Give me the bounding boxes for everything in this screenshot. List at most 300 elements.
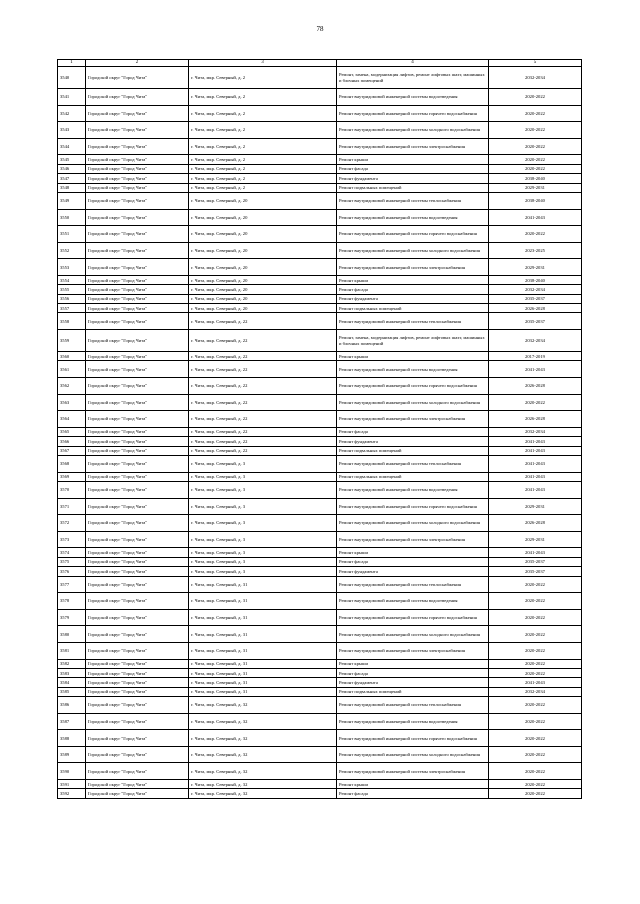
- work-type-cell: Ремонт фундамента: [337, 437, 489, 446]
- municipality-cell: Городской округ "Город Чита": [86, 352, 189, 361]
- municipality-cell: Городской округ "Город Чита": [86, 378, 189, 395]
- row-number-cell: 3558: [58, 313, 86, 330]
- table-row: [58, 446, 582, 455]
- table-row: [58, 678, 582, 687]
- table-row: [58, 183, 582, 192]
- row-number-cell: 3547: [58, 174, 86, 183]
- row-number-cell: 3541: [58, 89, 86, 106]
- table-row: [58, 626, 582, 643]
- table-row: [58, 242, 582, 259]
- row-number-cell: 3572: [58, 515, 86, 532]
- row-number-cell: 3553: [58, 259, 86, 276]
- period-cell: 2032-2034: [489, 687, 582, 696]
- row-number-cell: 3561: [58, 361, 86, 378]
- address-cell: г. Чита, мкр. Северный, д. 32: [189, 789, 337, 798]
- period-cell: 2026-2028: [489, 304, 582, 313]
- municipality-cell: Городской округ "Город Чита": [86, 456, 189, 473]
- work-type-cell: Ремонт внутридомовой инженерной системы теплоснабжения: [337, 697, 489, 714]
- table-row: [58, 780, 582, 789]
- period-cell: 2032-2034: [489, 285, 582, 294]
- row-number-cell: 3578: [58, 593, 86, 610]
- period-cell: 2041-2043: [489, 481, 582, 498]
- work-type-cell: Ремонт подвальных помещений: [337, 304, 489, 313]
- table-row: [58, 593, 582, 610]
- period-cell: 2020-2022: [489, 155, 582, 164]
- period-cell: 2035-2037: [489, 567, 582, 576]
- row-number-cell: 3540: [58, 67, 86, 89]
- work-type-cell: Ремонт крыши: [337, 155, 489, 164]
- municipality-cell: Городской округ "Город Чита": [86, 192, 189, 209]
- address-cell: г. Чита, мкр. Северный, д. 22: [189, 361, 337, 378]
- municipality-cell: Городской округ "Город Чита": [86, 437, 189, 446]
- address-cell: г. Чита, мкр. Северный, д. 2: [189, 138, 337, 155]
- work-type-cell: Ремонт, замена, модернизация лифтов, ремонт лифтовых шахт, машинных и блочных помещений: [337, 330, 489, 352]
- row-number-cell: 3565: [58, 427, 86, 436]
- table-row: [58, 304, 582, 313]
- period-cell: 2020-2022: [489, 593, 582, 610]
- work-type-cell: Ремонт крыши: [337, 659, 489, 668]
- work-type-cell: Ремонт фасада: [337, 789, 489, 798]
- municipality-cell: Городской округ "Город Чита": [86, 576, 189, 593]
- municipality-cell: Городской округ "Город Чита": [86, 481, 189, 498]
- column-header: 1: [58, 60, 86, 67]
- municipality-cell: Городской округ "Город Чита": [86, 593, 189, 610]
- municipality-cell: Городской округ "Город Чита": [86, 285, 189, 294]
- work-type-cell: Ремонт внутридомовой инженерной системы электроснабжения: [337, 642, 489, 659]
- table-row: [58, 378, 582, 395]
- work-type-cell: Ремонт внутридомовой инженерной системы электроснабжения: [337, 259, 489, 276]
- table-row: [58, 174, 582, 183]
- address-cell: г. Чита, мкр. Северный, д. 31: [189, 609, 337, 626]
- municipality-cell: Городской округ "Город Чита": [86, 626, 189, 643]
- row-number-cell: 3588: [58, 730, 86, 747]
- address-cell: г. Чита, мкр. Северный, д. 22: [189, 352, 337, 361]
- table-row: [58, 411, 582, 428]
- table-row: [58, 548, 582, 557]
- work-type-cell: Ремонт крыши: [337, 780, 489, 789]
- row-number-cell: 3576: [58, 567, 86, 576]
- row-number-cell: 3556: [58, 294, 86, 303]
- table-row: [58, 164, 582, 173]
- row-number-cell: 3589: [58, 746, 86, 763]
- municipality-cell: Городской округ "Город Чита": [86, 531, 189, 548]
- table-row: [58, 642, 582, 659]
- work-type-cell: Ремонт внутридомовой инженерной системы холодного водоснабжения: [337, 242, 489, 259]
- period-cell: 2029-2031: [489, 531, 582, 548]
- table-row: [58, 763, 582, 780]
- period-cell: 2035-2037: [489, 294, 582, 303]
- period-cell: 2038-2040: [489, 275, 582, 284]
- period-cell: 2032-2034: [489, 330, 582, 352]
- table-row: [58, 531, 582, 548]
- work-type-cell: Ремонт внутридомовой инженерной системы электроснабжения: [337, 411, 489, 428]
- column-header: 2: [86, 60, 189, 67]
- municipality-cell: Городской округ "Город Чита": [86, 105, 189, 122]
- table-row: [58, 155, 582, 164]
- municipality-cell: Городской округ "Город Чита": [86, 89, 189, 106]
- municipality-cell: Городской округ "Город Чита": [86, 138, 189, 155]
- table-row: [58, 427, 582, 436]
- work-type-cell: Ремонт крыши: [337, 548, 489, 557]
- address-cell: г. Чита, мкр. Северный, д. 20: [189, 209, 337, 226]
- period-cell: 2038-2040: [489, 192, 582, 209]
- table-row: [58, 472, 582, 481]
- row-number-cell: 3560: [58, 352, 86, 361]
- row-number-cell: 3573: [58, 531, 86, 548]
- table-row: [58, 313, 582, 330]
- table-row: [58, 746, 582, 763]
- table-row: [58, 456, 582, 473]
- municipality-cell: Городской округ "Город Чита": [86, 713, 189, 730]
- row-number-cell: 3570: [58, 481, 86, 498]
- period-cell: 2023-2025: [489, 242, 582, 259]
- municipality-cell: Городской округ "Город Чита": [86, 668, 189, 677]
- row-number-cell: 3542: [58, 105, 86, 122]
- address-cell: г. Чита, мкр. Северный, д. 22: [189, 330, 337, 352]
- row-number-cell: 3543: [58, 122, 86, 139]
- table-row: [58, 352, 582, 361]
- table-row: [58, 285, 582, 294]
- period-cell: 2020-2022: [489, 626, 582, 643]
- work-type-cell: Ремонт внутридомовой инженерной системы горячего водоснабжения: [337, 105, 489, 122]
- period-cell: 2041-2043: [489, 548, 582, 557]
- address-cell: г. Чита, мкр. Северный, д. 20: [189, 259, 337, 276]
- address-cell: г. Чита, мкр. Северный, д. 22: [189, 446, 337, 455]
- municipality-cell: Городской округ "Город Чита": [86, 697, 189, 714]
- municipality-cell: Городской округ "Город Чита": [86, 678, 189, 687]
- period-cell: 2032-2034: [489, 427, 582, 436]
- period-cell: 2035-2037: [489, 557, 582, 566]
- work-type-cell: Ремонт внутридомовой инженерной системы горячего водоснабжения: [337, 730, 489, 747]
- work-type-cell: Ремонт внутридомовой инженерной системы холодного водоснабжения: [337, 746, 489, 763]
- work-type-cell: Ремонт крыши: [337, 275, 489, 284]
- work-type-cell: Ремонт фасада: [337, 557, 489, 566]
- column-header: 5: [489, 60, 582, 67]
- table-row: [58, 294, 582, 303]
- work-type-cell: Ремонт подвальных помещений: [337, 472, 489, 481]
- address-cell: г. Чита, мкр. Северный, д. 2: [189, 164, 337, 173]
- work-type-cell: Ремонт внутридомовой инженерной системы водоотведения: [337, 89, 489, 106]
- table-row: [58, 192, 582, 209]
- row-number-cell: 3582: [58, 659, 86, 668]
- work-type-cell: Ремонт фасада: [337, 285, 489, 294]
- address-cell: г. Чита, мкр. Северный, д. 31: [189, 626, 337, 643]
- municipality-cell: Городской округ "Город Чита": [86, 659, 189, 668]
- period-cell: 2020-2022: [489, 789, 582, 798]
- municipality-cell: Городской округ "Город Чита": [86, 411, 189, 428]
- period-cell: 2020-2022: [489, 780, 582, 789]
- period-cell: 2020-2022: [489, 697, 582, 714]
- municipality-cell: Городской округ "Город Чита": [86, 361, 189, 378]
- work-type-cell: Ремонт фундамента: [337, 678, 489, 687]
- row-number-cell: 3584: [58, 678, 86, 687]
- row-number-cell: 3552: [58, 242, 86, 259]
- period-cell: 2020-2022: [489, 394, 582, 411]
- address-cell: г. Чита, мкр. Северный, д. 20: [189, 285, 337, 294]
- municipality-cell: Городской округ "Город Чита": [86, 746, 189, 763]
- municipality-cell: Городской округ "Город Чита": [86, 446, 189, 455]
- row-number-cell: 3567: [58, 446, 86, 455]
- address-cell: г. Чита, мкр. Северный, д. 20: [189, 304, 337, 313]
- column-header: 4: [337, 60, 489, 67]
- period-cell: 2035-2037: [489, 313, 582, 330]
- work-type-cell: Ремонт фасада: [337, 668, 489, 677]
- municipality-cell: Городской округ "Город Чита": [86, 789, 189, 798]
- municipality-cell: Городской округ "Город Чита": [86, 304, 189, 313]
- period-cell: 2029-2031: [489, 183, 582, 192]
- work-type-cell: Ремонт внутридомовой инженерной системы водоотведения: [337, 361, 489, 378]
- period-cell: 2041-2043: [489, 446, 582, 455]
- address-cell: г. Чита, мкр. Северный, д. 22: [189, 427, 337, 436]
- address-cell: г. Чита, мкр. Северный, д. 20: [189, 294, 337, 303]
- period-cell: 2026-2028: [489, 515, 582, 532]
- municipality-cell: Городской округ "Город Чита": [86, 313, 189, 330]
- work-type-cell: Ремонт внутридомовой инженерной системы водоотведения: [337, 481, 489, 498]
- row-number-cell: 3591: [58, 780, 86, 789]
- address-cell: г. Чита, мкр. Северный, д. 31: [189, 678, 337, 687]
- work-type-cell: Ремонт внутридомовой инженерной системы электроснабжения: [337, 138, 489, 155]
- municipality-cell: Городской округ "Город Чита": [86, 209, 189, 226]
- period-cell: 2020-2022: [489, 730, 582, 747]
- row-number-cell: 3554: [58, 275, 86, 284]
- row-number-cell: 3590: [58, 763, 86, 780]
- page-number: 78: [316, 25, 324, 33]
- work-type-cell: Ремонт фасада: [337, 427, 489, 436]
- work-type-cell: Ремонт внутридомовой инженерной системы холодного водоснабжения: [337, 394, 489, 411]
- address-cell: г. Чита, мкр. Северный, д. 3: [189, 456, 337, 473]
- work-type-cell: Ремонт внутридомовой инженерной системы теплоснабжения: [337, 456, 489, 473]
- address-cell: г. Чита, мкр. Северный, д. 20: [189, 275, 337, 284]
- address-cell: г. Чита, мкр. Северный, д. 3: [189, 557, 337, 566]
- work-type-cell: Ремонт фундамента: [337, 174, 489, 183]
- municipality-cell: Городской округ "Город Чита": [86, 642, 189, 659]
- row-number-cell: 3579: [58, 609, 86, 626]
- table-row: [58, 330, 582, 352]
- address-cell: г. Чита, мкр. Северный, д. 20: [189, 192, 337, 209]
- table-row: [58, 713, 582, 730]
- address-cell: г. Чита, мкр. Северный, д. 31: [189, 659, 337, 668]
- municipality-cell: Городской округ "Город Чита": [86, 763, 189, 780]
- period-cell: 2041-2043: [489, 209, 582, 226]
- period-cell: 2020-2022: [489, 122, 582, 139]
- municipality-cell: Городской округ "Город Чита": [86, 567, 189, 576]
- row-number-cell: 3585: [58, 687, 86, 696]
- address-cell: г. Чита, мкр. Северный, д. 32: [189, 713, 337, 730]
- row-number-cell: 3563: [58, 394, 86, 411]
- row-number-cell: 3550: [58, 209, 86, 226]
- work-type-cell: Ремонт подвальных помещений: [337, 183, 489, 192]
- period-cell: 2032-2034: [489, 67, 582, 89]
- work-type-cell: Ремонт внутридомовой инженерной системы горячего водоснабжения: [337, 498, 489, 515]
- work-type-cell: Ремонт внутридомовой инженерной системы холодного водоснабжения: [337, 515, 489, 532]
- work-type-cell: Ремонт внутридомовой инженерной системы горячего водоснабжения: [337, 378, 489, 395]
- address-cell: г. Чита, мкр. Северный, д. 32: [189, 730, 337, 747]
- municipality-cell: Городской округ "Город Чита": [86, 67, 189, 89]
- row-number-cell: 3580: [58, 626, 86, 643]
- table-row: [58, 275, 582, 284]
- table-row: [58, 609, 582, 626]
- table-row: [58, 789, 582, 798]
- work-type-cell: Ремонт крыши: [337, 352, 489, 361]
- municipality-cell: Городской округ "Город Чита": [86, 164, 189, 173]
- work-type-cell: Ремонт внутридомовой инженерной системы горячего водоснабжения: [337, 609, 489, 626]
- municipality-cell: Городской округ "Город Чита": [86, 294, 189, 303]
- address-cell: г. Чита, мкр. Северный, д. 22: [189, 313, 337, 330]
- municipality-cell: Городской округ "Город Чита": [86, 122, 189, 139]
- period-cell: 2038-2040: [489, 174, 582, 183]
- municipality-cell: Городской округ "Город Чита": [86, 394, 189, 411]
- period-cell: 2029-2031: [489, 259, 582, 276]
- period-cell: 2020-2022: [489, 89, 582, 106]
- address-cell: г. Чита, мкр. Северный, д. 3: [189, 515, 337, 532]
- address-cell: г. Чита, мкр. Северный, д. 31: [189, 642, 337, 659]
- address-cell: г. Чита, мкр. Северный, д. 3: [189, 498, 337, 515]
- row-number-cell: 3545: [58, 155, 86, 164]
- municipality-cell: Городской округ "Город Чита": [86, 498, 189, 515]
- address-cell: г. Чита, мкр. Северный, д. 3: [189, 531, 337, 548]
- table-row: [58, 687, 582, 696]
- row-number-cell: 3562: [58, 378, 86, 395]
- period-cell: 2026-2028: [489, 411, 582, 428]
- row-number-cell: 3569: [58, 472, 86, 481]
- table-row: [58, 138, 582, 155]
- row-number-cell: 3546: [58, 164, 86, 173]
- municipality-cell: Городской округ "Город Чита": [86, 780, 189, 789]
- row-number-cell: 3583: [58, 668, 86, 677]
- row-number-cell: 3551: [58, 226, 86, 243]
- row-number-cell: 3571: [58, 498, 86, 515]
- work-type-cell: Ремонт внутридомовой инженерной системы холодного водоснабжения: [337, 626, 489, 643]
- table-row: [58, 481, 582, 498]
- table-row: [58, 515, 582, 532]
- row-number-cell: 3544: [58, 138, 86, 155]
- address-cell: г. Чита, мкр. Северный, д. 22: [189, 378, 337, 395]
- work-type-cell: Ремонт подвальных помещений: [337, 446, 489, 455]
- address-cell: г. Чита, мкр. Северный, д. 3: [189, 481, 337, 498]
- address-cell: г. Чита, мкр. Северный, д. 2: [189, 89, 337, 106]
- work-type-cell: Ремонт внутридомовой инженерной системы теплоснабжения: [337, 313, 489, 330]
- table-row: [58, 226, 582, 243]
- period-cell: 2041-2043: [489, 456, 582, 473]
- address-cell: г. Чита, мкр. Северный, д. 32: [189, 697, 337, 714]
- row-number-cell: 3586: [58, 697, 86, 714]
- municipality-cell: Городской округ "Город Чита": [86, 687, 189, 696]
- period-cell: 2020-2022: [489, 642, 582, 659]
- address-cell: г. Чита, мкр. Северный, д. 32: [189, 780, 337, 789]
- table-row: [58, 89, 582, 106]
- municipality-cell: Городской округ "Город Чита": [86, 515, 189, 532]
- table-row: [58, 122, 582, 139]
- address-cell: г. Чита, мкр. Северный, д. 2: [189, 122, 337, 139]
- row-number-cell: 3566: [58, 437, 86, 446]
- address-cell: г. Чита, мкр. Северный, д. 20: [189, 242, 337, 259]
- row-number-cell: 3564: [58, 411, 86, 428]
- row-number-cell: 3568: [58, 456, 86, 473]
- municipality-cell: Городской округ "Город Чита": [86, 183, 189, 192]
- address-cell: г. Чита, мкр. Северный, д. 2: [189, 174, 337, 183]
- table-row: [58, 668, 582, 677]
- row-number-cell: 3581: [58, 642, 86, 659]
- address-cell: г. Чита, мкр. Северный, д. 2: [189, 183, 337, 192]
- period-cell: 2026-2028: [489, 378, 582, 395]
- table-row: [58, 437, 582, 446]
- period-cell: 2020-2022: [489, 668, 582, 677]
- period-cell: 2020-2022: [489, 576, 582, 593]
- period-cell: 2041-2043: [489, 678, 582, 687]
- table-row: [58, 394, 582, 411]
- work-type-cell: Ремонт внутридомовой инженерной системы горячего водоснабжения: [337, 226, 489, 243]
- address-cell: г. Чита, мкр. Северный, д. 22: [189, 437, 337, 446]
- address-cell: г. Чита, мкр. Северный, д. 20: [189, 226, 337, 243]
- address-cell: г. Чита, мкр. Северный, д. 2: [189, 105, 337, 122]
- row-number-cell: 3577: [58, 576, 86, 593]
- row-number-cell: 3587: [58, 713, 86, 730]
- municipality-cell: Городской округ "Город Чита": [86, 730, 189, 747]
- municipality-cell: Городской округ "Город Чита": [86, 155, 189, 164]
- period-cell: 2020-2022: [489, 713, 582, 730]
- table-row: [58, 361, 582, 378]
- period-cell: 2020-2022: [489, 659, 582, 668]
- address-cell: г. Чита, мкр. Северный, д. 31: [189, 576, 337, 593]
- address-cell: г. Чита, мкр. Северный, д. 31: [189, 687, 337, 696]
- period-cell: 2020-2022: [489, 746, 582, 763]
- address-cell: г. Чита, мкр. Северный, д. 32: [189, 763, 337, 780]
- municipality-cell: Городской округ "Город Чита": [86, 609, 189, 626]
- municipality-cell: Городской округ "Город Чита": [86, 557, 189, 566]
- municipality-cell: Городской округ "Город Чита": [86, 226, 189, 243]
- table-row: [58, 576, 582, 593]
- work-type-cell: Ремонт внутридомовой инженерной системы холодного водоснабжения: [337, 122, 489, 139]
- table-row: [58, 659, 582, 668]
- work-type-cell: Ремонт внутридомовой инженерной системы водоотведения: [337, 209, 489, 226]
- row-number-cell: 3574: [58, 548, 86, 557]
- row-number-cell: 3557: [58, 304, 86, 313]
- work-type-cell: Ремонт фундамента: [337, 294, 489, 303]
- period-cell: 2020-2022: [489, 164, 582, 173]
- table-row: [58, 557, 582, 566]
- work-type-cell: Ремонт внутридомовой инженерной системы электроснабжения: [337, 763, 489, 780]
- table-row: [58, 697, 582, 714]
- period-cell: 2017-2019: [489, 352, 582, 361]
- table-row: [58, 567, 582, 576]
- period-cell: 2020-2022: [489, 609, 582, 626]
- address-cell: г. Чита, мкр. Северный, д. 2: [189, 155, 337, 164]
- table-row: [58, 498, 582, 515]
- work-type-cell: Ремонт подвальных помещений: [337, 687, 489, 696]
- address-cell: г. Чита, мкр. Северный, д. 31: [189, 668, 337, 677]
- municipality-cell: Городской округ "Город Чита": [86, 427, 189, 436]
- work-type-cell: Ремонт внутридомовой инженерной системы теплоснабжения: [337, 192, 489, 209]
- address-cell: г. Чита, мкр. Северный, д. 3: [189, 472, 337, 481]
- row-number-cell: 3549: [58, 192, 86, 209]
- address-cell: г. Чита, мкр. Северный, д. 22: [189, 394, 337, 411]
- work-type-cell: Ремонт фасада: [337, 164, 489, 173]
- table-row: [58, 209, 582, 226]
- work-type-cell: Ремонт внутридомовой инженерной системы электроснабжения: [337, 531, 489, 548]
- work-type-cell: Ремонт внутридомовой инженерной системы водоотведения: [337, 713, 489, 730]
- table-row: [58, 105, 582, 122]
- work-type-cell: Ремонт внутридомовой инженерной системы водоотведения: [337, 593, 489, 610]
- work-type-cell: Ремонт, замена, модернизация лифтов, ремонт лифтовых шахт, машинных и блочных помещений: [337, 67, 489, 89]
- municipality-cell: Городской округ "Город Чита": [86, 330, 189, 352]
- period-cell: 2020-2022: [489, 138, 582, 155]
- row-number-cell: 3575: [58, 557, 86, 566]
- address-cell: г. Чита, мкр. Северный, д. 22: [189, 411, 337, 428]
- period-cell: 2020-2022: [489, 763, 582, 780]
- address-cell: г. Чита, мкр. Северный, д. 31: [189, 593, 337, 610]
- table-row: [58, 259, 582, 276]
- row-number-cell: 3555: [58, 285, 86, 294]
